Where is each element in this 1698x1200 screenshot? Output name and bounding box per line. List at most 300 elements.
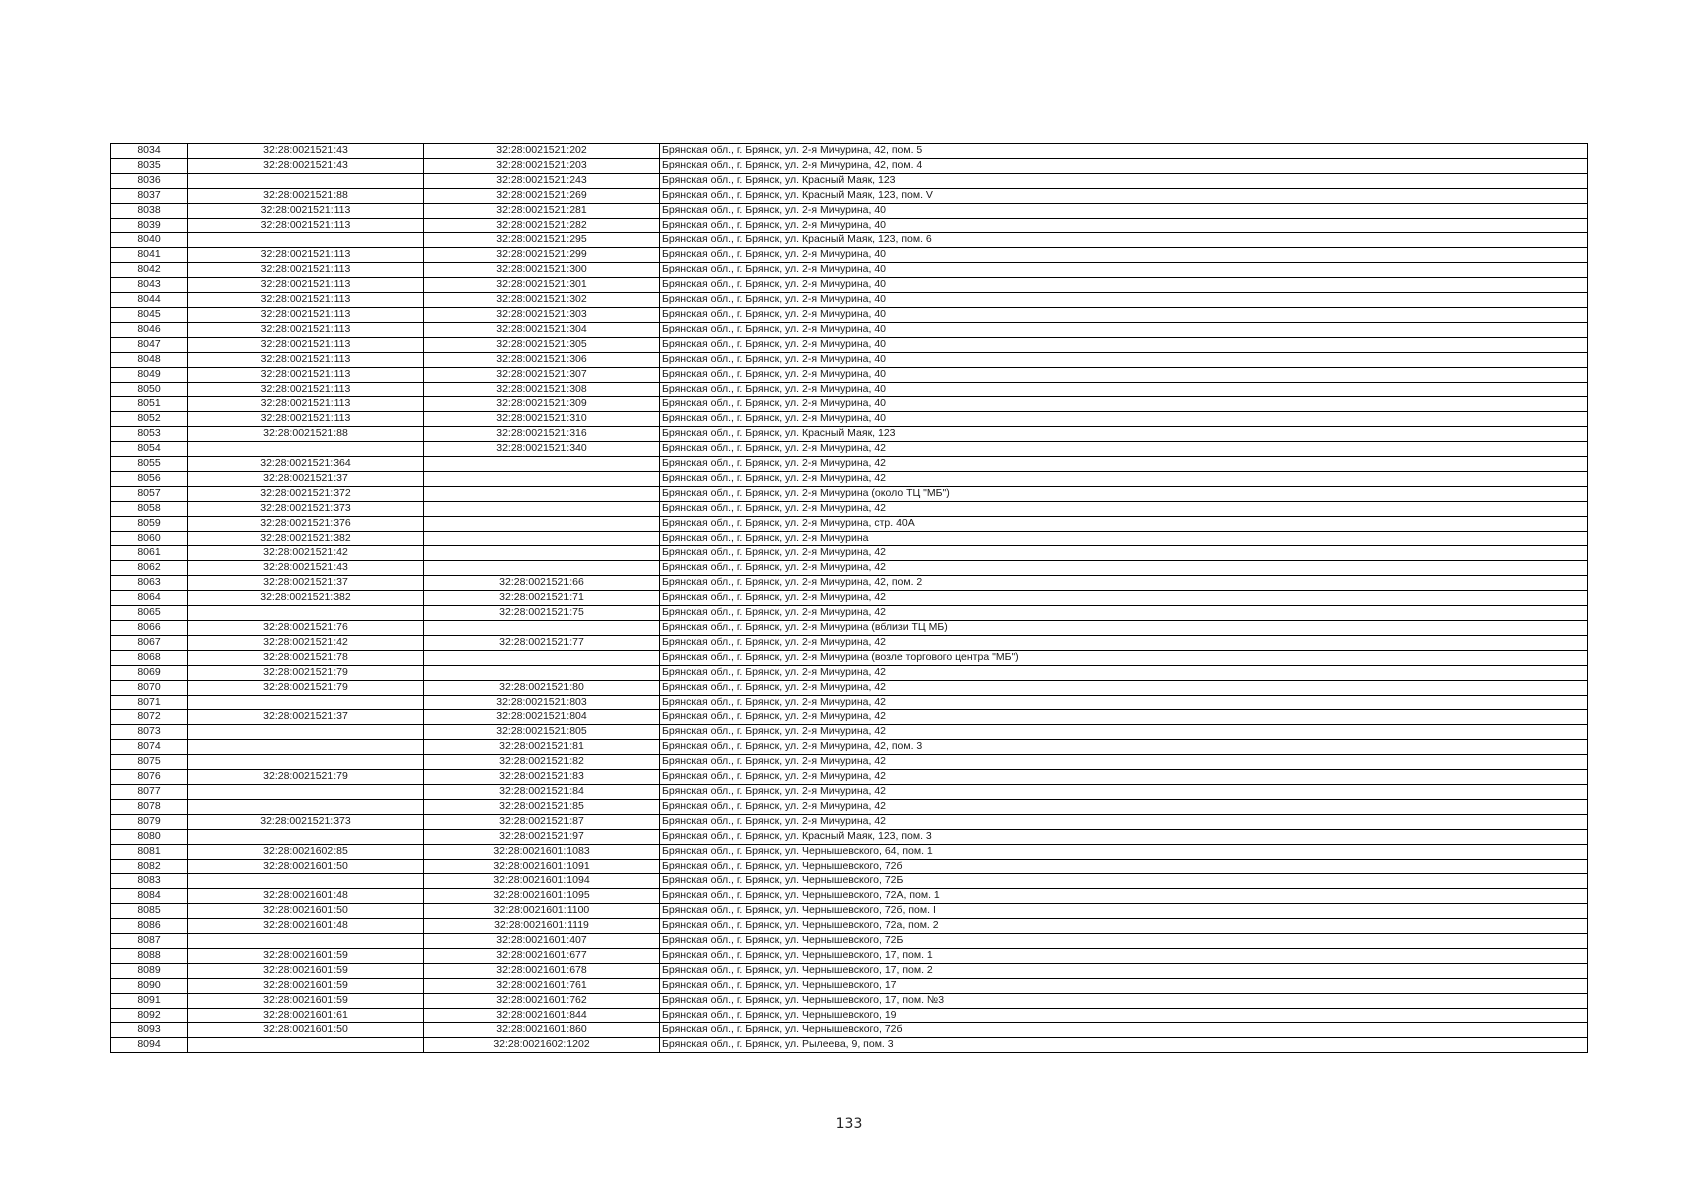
parent-cadastral-cell: 32:28:0021601:48 <box>188 889 424 904</box>
address-cell: Брянская обл., г. Брянск, ул. 2-я Мичурина, 40 <box>660 397 1588 412</box>
parent-cadastral-cell: 32:28:0021521:76 <box>188 621 424 636</box>
parent-cadastral-cell: 32:28:0021602:85 <box>188 844 424 859</box>
table-row <box>111 367 1588 382</box>
address-cell: Брянская обл., г. Брянск, ул. 2-я Мичурина, 40 <box>660 337 1588 352</box>
parent-cadastral-cell <box>188 755 424 770</box>
parent-cadastral-cell: 32:28:0021521:42 <box>188 635 424 650</box>
page-number: 133 <box>835 1116 863 1132</box>
cadastral-number-cell <box>424 516 660 531</box>
address-cell: Брянская обл., г. Брянск, ул. 2-я Мичурина, 40 <box>660 263 1588 278</box>
row-number-cell: 8059 <box>111 516 188 531</box>
cadastral-number-cell: 32:28:0021521:804 <box>424 710 660 725</box>
parent-cadastral-cell <box>188 874 424 889</box>
address-cell: Брянская обл., г. Брянск, ул. 2-я Мичурина, 40 <box>660 307 1588 322</box>
table-row <box>111 904 1588 919</box>
parent-cadastral-cell: 32:28:0021521:113 <box>188 307 424 322</box>
row-number-cell: 8065 <box>111 606 188 621</box>
parent-cadastral-cell: 32:28:0021601:50 <box>188 904 424 919</box>
row-number-cell: 8068 <box>111 650 188 665</box>
table-row <box>111 278 1588 293</box>
parent-cadastral-cell <box>188 233 424 248</box>
parent-cadastral-cell: 32:28:0021521:43 <box>188 561 424 576</box>
row-number-cell: 8074 <box>111 740 188 755</box>
parent-cadastral-cell: 32:28:0021521:113 <box>188 278 424 293</box>
address-cell: Брянская обл., г. Брянск, ул. 2-я Мичурина, 42 <box>660 591 1588 606</box>
row-number-cell: 8043 <box>111 278 188 293</box>
row-number-cell: 8047 <box>111 337 188 352</box>
table-row <box>111 963 1588 978</box>
row-number-cell: 8041 <box>111 248 188 263</box>
address-cell: Брянская обл., г. Брянск, ул. Чернышевского, 64, пом. 1 <box>660 844 1588 859</box>
parent-cadastral-cell: 32:28:0021601:50 <box>188 859 424 874</box>
address-cell: Брянская обл., г. Брянск, ул. 2-я Мичурина, 42 <box>660 784 1588 799</box>
cadastral-number-cell <box>424 531 660 546</box>
address-cell: Брянская обл., г. Брянск, ул. 2-я Мичурина, 42, пом. 3 <box>660 740 1588 755</box>
cadastral-number-cell: 32:28:0021521:340 <box>424 442 660 457</box>
address-cell: Брянская обл., г. Брянск, ул. Красный Маяк, 123 <box>660 173 1588 188</box>
table-row <box>111 233 1588 248</box>
table-row <box>111 188 1588 203</box>
address-cell: Брянская обл., г. Брянск, ул. 2-я Мичурина, 42 <box>660 814 1588 829</box>
table-row <box>111 531 1588 546</box>
cadastral-number-cell: 32:28:0021601:1083 <box>424 844 660 859</box>
row-number-cell: 8049 <box>111 367 188 382</box>
table-row <box>111 337 1588 352</box>
cadastral-number-cell: 32:28:0021521:82 <box>424 755 660 770</box>
row-number-cell: 8088 <box>111 948 188 963</box>
row-number-cell: 8052 <box>111 412 188 427</box>
table-row <box>111 650 1588 665</box>
parent-cadastral-cell: 32:28:0021601:50 <box>188 1023 424 1038</box>
table-row <box>111 561 1588 576</box>
cadastral-number-cell: 32:28:0021521:302 <box>424 293 660 308</box>
cadastral-number-cell: 32:28:0021521:300 <box>424 263 660 278</box>
cadastral-number-cell <box>424 471 660 486</box>
parent-cadastral-cell: 32:28:0021521:42 <box>188 546 424 561</box>
table-row <box>111 322 1588 337</box>
table-row <box>111 471 1588 486</box>
parent-cadastral-cell: 32:28:0021521:382 <box>188 531 424 546</box>
row-number-cell: 8036 <box>111 173 188 188</box>
cadastral-number-cell: 32:28:0021521:310 <box>424 412 660 427</box>
address-cell: Брянская обл., г. Брянск, ул. 2-я Мичурина, 42 <box>660 442 1588 457</box>
address-cell: Брянская обл., г. Брянск, ул. Чернышевского, 72б, пом. I <box>660 904 1588 919</box>
address-cell: Брянская обл., г. Брянск, ул. 2-я Мичурина, 42 <box>660 680 1588 695</box>
address-cell: Брянская обл., г. Брянск, ул. 2-я Мичурина, 42, пом. 2 <box>660 576 1588 591</box>
row-number-cell: 8075 <box>111 755 188 770</box>
cadastral-number-cell: 32:28:0021521:299 <box>424 248 660 263</box>
cadastral-number-cell: 32:28:0021521:97 <box>424 829 660 844</box>
row-number-cell: 8037 <box>111 188 188 203</box>
parent-cadastral-cell <box>188 606 424 621</box>
table-row <box>111 1023 1588 1038</box>
parent-cadastral-cell: 32:28:0021601:59 <box>188 993 424 1008</box>
table-row <box>111 665 1588 680</box>
address-cell: Брянская обл., г. Брянск, ул. Чернышевского, 19 <box>660 1008 1588 1023</box>
row-number-cell: 8064 <box>111 591 188 606</box>
row-number-cell: 8046 <box>111 322 188 337</box>
row-number-cell: 8079 <box>111 814 188 829</box>
table-row <box>111 457 1588 472</box>
parent-cadastral-cell: 32:28:0021521:113 <box>188 203 424 218</box>
table-row <box>111 397 1588 412</box>
address-cell: Брянская обл., г. Брянск, ул. 2-я Мичурина, 40 <box>660 352 1588 367</box>
row-number-cell: 8090 <box>111 978 188 993</box>
parent-cadastral-cell: 32:28:0021521:37 <box>188 710 424 725</box>
cadastral-number-cell <box>424 546 660 561</box>
table-row <box>111 546 1588 561</box>
row-number-cell: 8091 <box>111 993 188 1008</box>
address-cell: Брянская обл., г. Брянск, ул. Чернышевского, 72б <box>660 1023 1588 1038</box>
address-cell: Брянская обл., г. Брянск, ул. 2-я Мичурина, 40 <box>660 293 1588 308</box>
cadastral-number-cell <box>424 561 660 576</box>
cadastral-number-cell: 32:28:0021521:805 <box>424 725 660 740</box>
row-number-cell: 8040 <box>111 233 188 248</box>
cadastral-number-cell: 32:28:0021521:307 <box>424 367 660 382</box>
row-number-cell: 8058 <box>111 501 188 516</box>
table-row <box>111 382 1588 397</box>
parent-cadastral-cell: 32:28:0021521:373 <box>188 501 424 516</box>
cadastral-number-cell: 32:28:0021521:75 <box>424 606 660 621</box>
parent-cadastral-cell: 32:28:0021521:43 <box>188 158 424 173</box>
table-row <box>111 427 1588 442</box>
parent-cadastral-cell <box>188 934 424 949</box>
table-row <box>111 844 1588 859</box>
address-cell: Брянская обл., г. Брянск, ул. 2-я Мичурина, 40 <box>660 412 1588 427</box>
table-row <box>111 889 1588 904</box>
cadastral-number-cell: 32:28:0021601:678 <box>424 963 660 978</box>
parent-cadastral-cell: 32:28:0021521:113 <box>188 367 424 382</box>
address-cell: Брянская обл., г. Брянск, ул. 2-я Мичурина, 42 <box>660 665 1588 680</box>
table-row <box>111 203 1588 218</box>
row-number-cell: 8071 <box>111 695 188 710</box>
table-row <box>111 695 1588 710</box>
registry-table-body <box>111 144 1588 1053</box>
row-number-cell: 8057 <box>111 486 188 501</box>
address-cell: Брянская обл., г. Брянск, ул. 2-я Мичурина, 40 <box>660 203 1588 218</box>
table-row <box>111 919 1588 934</box>
cadastral-number-cell: 32:28:0021601:762 <box>424 993 660 1008</box>
row-number-cell: 8080 <box>111 829 188 844</box>
row-number-cell: 8051 <box>111 397 188 412</box>
table-row <box>111 710 1588 725</box>
table-row <box>111 934 1588 949</box>
cadastral-number-cell: 32:28:0021521:87 <box>424 814 660 829</box>
row-number-cell: 8081 <box>111 844 188 859</box>
table-row <box>111 978 1588 993</box>
parent-cadastral-cell: 32:28:0021521:372 <box>188 486 424 501</box>
address-cell: Брянская обл., г. Брянск, ул. 2-я Мичурина (около ТЦ "МБ") <box>660 486 1588 501</box>
table-row <box>111 1038 1588 1053</box>
cadastral-number-cell: 32:28:0021601:844 <box>424 1008 660 1023</box>
parent-cadastral-cell: 32:28:0021521:113 <box>188 397 424 412</box>
cadastral-number-cell: 32:28:0021521:243 <box>424 173 660 188</box>
table-row <box>111 486 1588 501</box>
table-row <box>111 859 1588 874</box>
cadastral-number-cell: 32:28:0021521:304 <box>424 322 660 337</box>
row-number-cell: 8060 <box>111 531 188 546</box>
address-cell: Брянская обл., г. Брянск, ул. Чернышевского, 17, пом. 1 <box>660 948 1588 963</box>
cadastral-number-cell: 32:28:0021521:202 <box>424 144 660 159</box>
row-number-cell: 8044 <box>111 293 188 308</box>
parent-cadastral-cell: 32:28:0021521:113 <box>188 382 424 397</box>
address-cell: Брянская обл., г. Брянск, ул. 2-я Мичурина, 40 <box>660 322 1588 337</box>
parent-cadastral-cell: 32:28:0021521:113 <box>188 337 424 352</box>
table-row <box>111 158 1588 173</box>
table-row <box>111 799 1588 814</box>
cadastral-number-cell: 32:28:0021601:860 <box>424 1023 660 1038</box>
cadastral-number-cell: 32:28:0021601:1094 <box>424 874 660 889</box>
address-cell: Брянская обл., г. Брянск, ул. Чернышевского, 72Б <box>660 874 1588 889</box>
address-cell: Брянская обл., г. Брянск, ул. Красный Маяк, 123, пом. V <box>660 188 1588 203</box>
cadastral-number-cell: 32:28:0021521:281 <box>424 203 660 218</box>
row-number-cell: 8048 <box>111 352 188 367</box>
table-row <box>111 248 1588 263</box>
address-cell: Брянская обл., г. Брянск, ул. Чернышевского, 72а, пом. 2 <box>660 919 1588 934</box>
cadastral-number-cell: 32:28:0021521:203 <box>424 158 660 173</box>
parent-cadastral-cell: 32:28:0021521:88 <box>188 188 424 203</box>
address-cell: Брянская обл., г. Брянск, ул. 2-я Мичурина, 42 <box>660 710 1588 725</box>
parent-cadastral-cell: 32:28:0021521:79 <box>188 665 424 680</box>
table-row <box>111 829 1588 844</box>
parent-cadastral-cell: 32:28:0021601:59 <box>188 963 424 978</box>
cadastral-number-cell: 32:28:0021521:83 <box>424 770 660 785</box>
parent-cadastral-cell <box>188 695 424 710</box>
cadastral-number-cell: 32:28:0021601:1119 <box>424 919 660 934</box>
cadastral-number-cell: 32:28:0021601:1091 <box>424 859 660 874</box>
cadastral-number-cell: 32:28:0021601:761 <box>424 978 660 993</box>
parent-cadastral-cell: 32:28:0021521:113 <box>188 412 424 427</box>
parent-cadastral-cell: 32:28:0021521:364 <box>188 457 424 472</box>
row-number-cell: 8086 <box>111 919 188 934</box>
cadastral-number-cell: 32:28:0021521:301 <box>424 278 660 293</box>
cadastral-number-cell <box>424 621 660 636</box>
cadastral-number-cell: 32:28:0021521:85 <box>424 799 660 814</box>
parent-cadastral-cell: 32:28:0021521:382 <box>188 591 424 606</box>
address-cell: Брянская обл., г. Брянск, ул. 2-я Мичурина, 42 <box>660 471 1588 486</box>
cadastral-number-cell: 32:28:0021601:1100 <box>424 904 660 919</box>
table-row <box>111 635 1588 650</box>
table-row <box>111 263 1588 278</box>
parent-cadastral-cell <box>188 1038 424 1053</box>
row-number-cell: 8062 <box>111 561 188 576</box>
address-cell: Брянская обл., г. Брянск, ул. Красный Маяк, 123, пом. 3 <box>660 829 1588 844</box>
address-cell: Брянская обл., г. Брянск, ул. 2-я Мичурина, 42, пом. 5 <box>660 144 1588 159</box>
parent-cadastral-cell <box>188 740 424 755</box>
row-number-cell: 8087 <box>111 934 188 949</box>
parent-cadastral-cell: 32:28:0021521:113 <box>188 263 424 278</box>
parent-cadastral-cell: 32:28:0021521:78 <box>188 650 424 665</box>
row-number-cell: 8077 <box>111 784 188 799</box>
table-row <box>111 576 1588 591</box>
row-number-cell: 8082 <box>111 859 188 874</box>
cadastral-number-cell <box>424 650 660 665</box>
cadastral-number-cell: 32:28:0021521:309 <box>424 397 660 412</box>
table-row <box>111 770 1588 785</box>
parent-cadastral-cell: 32:28:0021601:48 <box>188 919 424 934</box>
row-number-cell: 8039 <box>111 218 188 233</box>
row-number-cell: 8045 <box>111 307 188 322</box>
address-cell: Брянская обл., г. Брянск, ул. Чернышевского, 17, пом. 2 <box>660 963 1588 978</box>
cadastral-number-cell: 32:28:0021521:305 <box>424 337 660 352</box>
cadastral-number-cell <box>424 501 660 516</box>
row-number-cell: 8093 <box>111 1023 188 1038</box>
address-cell: Брянская обл., г. Брянск, ул. 2-я Мичурина, 42 <box>660 606 1588 621</box>
row-number-cell: 8056 <box>111 471 188 486</box>
parent-cadastral-cell: 32:28:0021601:59 <box>188 978 424 993</box>
address-cell: Брянская обл., г. Брянск, ул. Чернышевского, 17 <box>660 978 1588 993</box>
row-number-cell: 8073 <box>111 725 188 740</box>
row-number-cell: 8034 <box>111 144 188 159</box>
parent-cadastral-cell <box>188 799 424 814</box>
cadastral-number-cell: 32:28:0021601:407 <box>424 934 660 949</box>
address-cell: Брянская обл., г. Брянск, ул. 2-я Мичурина, 42 <box>660 770 1588 785</box>
parent-cadastral-cell: 32:28:0021601:59 <box>188 948 424 963</box>
row-number-cell: 8061 <box>111 546 188 561</box>
row-number-cell: 8035 <box>111 158 188 173</box>
address-cell: Брянская обл., г. Брянск, ул. 2-я Мичурина, 40 <box>660 248 1588 263</box>
cadastral-number-cell: 32:28:0021521:80 <box>424 680 660 695</box>
cadastral-number-cell: 32:28:0021521:306 <box>424 352 660 367</box>
cadastral-number-cell: 32:28:0021521:66 <box>424 576 660 591</box>
parent-cadastral-cell: 32:28:0021521:37 <box>188 471 424 486</box>
cadastral-number-cell: 32:28:0021521:77 <box>424 635 660 650</box>
row-number-cell: 8067 <box>111 635 188 650</box>
address-cell: Брянская обл., г. Брянск, ул. 2-я Мичурина (вблизи ТЦ МБ) <box>660 621 1588 636</box>
address-cell: Брянская обл., г. Брянск, ул. 2-я Мичурина, 42 <box>660 561 1588 576</box>
parent-cadastral-cell: 32:28:0021521:79 <box>188 680 424 695</box>
row-number-cell: 8085 <box>111 904 188 919</box>
table-row <box>111 218 1588 233</box>
table-row <box>111 1008 1588 1023</box>
address-cell: Брянская обл., г. Брянск, ул. 2-я Мичурина, 40 <box>660 382 1588 397</box>
row-number-cell: 8042 <box>111 263 188 278</box>
cadastral-number-cell <box>424 457 660 472</box>
cadastral-number-cell: 32:28:0021521:282 <box>424 218 660 233</box>
parent-cadastral-cell: 32:28:0021521:376 <box>188 516 424 531</box>
row-number-cell: 8069 <box>111 665 188 680</box>
address-cell: Брянская обл., г. Брянск, ул. Чернышевского, 72б <box>660 859 1588 874</box>
parent-cadastral-cell <box>188 829 424 844</box>
table-row <box>111 307 1588 322</box>
parent-cadastral-cell <box>188 173 424 188</box>
parent-cadastral-cell: 32:28:0021521:43 <box>188 144 424 159</box>
address-cell: Брянская обл., г. Брянск, ул. Красный Маяк, 123 <box>660 427 1588 442</box>
table-row <box>111 442 1588 457</box>
address-cell: Брянская обл., г. Брянск, ул. 2-я Мичурина, 42 <box>660 457 1588 472</box>
row-number-cell: 8092 <box>111 1008 188 1023</box>
cadastral-number-cell: 32:28:0021521:803 <box>424 695 660 710</box>
row-number-cell: 8094 <box>111 1038 188 1053</box>
table-row <box>111 680 1588 695</box>
cadastral-number-cell: 32:28:0021601:677 <box>424 948 660 963</box>
parent-cadastral-cell <box>188 725 424 740</box>
table-row <box>111 993 1588 1008</box>
row-number-cell: 8050 <box>111 382 188 397</box>
cadastral-number-cell <box>424 665 660 680</box>
cadastral-number-cell: 32:28:0021521:84 <box>424 784 660 799</box>
table-row <box>111 293 1588 308</box>
table-row <box>111 606 1588 621</box>
table-row <box>111 874 1588 889</box>
address-cell: Брянская обл., г. Брянск, ул. Чернышевского, 72Б <box>660 934 1588 949</box>
row-number-cell: 8063 <box>111 576 188 591</box>
cadastral-number-cell: 32:28:0021602:1202 <box>424 1038 660 1053</box>
address-cell: Брянская обл., г. Брянск, ул. 2-я Мичурина, 40 <box>660 367 1588 382</box>
row-number-cell: 8084 <box>111 889 188 904</box>
table-row <box>111 412 1588 427</box>
parent-cadastral-cell: 32:28:0021521:88 <box>188 427 424 442</box>
address-cell: Брянская обл., г. Брянск, ул. 2-я Мичурина, 42 <box>660 755 1588 770</box>
cadastral-number-cell: 32:28:0021601:1095 <box>424 889 660 904</box>
table-row <box>111 725 1588 740</box>
parent-cadastral-cell: 32:28:0021521:113 <box>188 248 424 263</box>
cadastral-number-cell <box>424 486 660 501</box>
table-row <box>111 740 1588 755</box>
row-number-cell: 8089 <box>111 963 188 978</box>
row-number-cell: 8053 <box>111 427 188 442</box>
row-number-cell: 8072 <box>111 710 188 725</box>
address-cell: Брянская обл., г. Брянск, ул. 2-я Мичурина, 42 <box>660 546 1588 561</box>
table-row <box>111 621 1588 636</box>
cadastral-number-cell: 32:28:0021521:308 <box>424 382 660 397</box>
address-cell: Брянская обл., г. Брянск, ул. Чернышевского, 17, пом. №3 <box>660 993 1588 1008</box>
parent-cadastral-cell: 32:28:0021521:113 <box>188 352 424 367</box>
row-number-cell: 8038 <box>111 203 188 218</box>
parent-cadastral-cell: 32:28:0021521:37 <box>188 576 424 591</box>
table-row <box>111 501 1588 516</box>
address-cell: Брянская обл., г. Брянск, ул. 2-я Мичурина (возле торгового центра "МБ") <box>660 650 1588 665</box>
address-cell: Брянская обл., г. Брянск, ул. 2-я Мичурина, 42 <box>660 695 1588 710</box>
cadastral-number-cell: 32:28:0021521:81 <box>424 740 660 755</box>
address-cell: Брянская обл., г. Брянск, ул. Рылеева, 9, пом. 3 <box>660 1038 1588 1053</box>
parent-cadastral-cell <box>188 442 424 457</box>
cadastral-number-cell: 32:28:0021521:303 <box>424 307 660 322</box>
address-cell: Брянская обл., г. Брянск, ул. Красный Маяк, 123, пом. 6 <box>660 233 1588 248</box>
table-row <box>111 173 1588 188</box>
address-cell: Брянская обл., г. Брянск, ул. 2-я Мичурина <box>660 531 1588 546</box>
address-cell: Брянская обл., г. Брянск, ул. 2-я Мичурина, 40 <box>660 218 1588 233</box>
table-row <box>111 591 1588 606</box>
row-number-cell: 8083 <box>111 874 188 889</box>
parent-cadastral-cell: 32:28:0021521:79 <box>188 770 424 785</box>
row-number-cell: 8076 <box>111 770 188 785</box>
registry-table <box>110 143 1588 1053</box>
parent-cadastral-cell: 32:28:0021521:113 <box>188 218 424 233</box>
row-number-cell: 8054 <box>111 442 188 457</box>
parent-cadastral-cell: 32:28:0021521:113 <box>188 322 424 337</box>
table-row <box>111 814 1588 829</box>
row-number-cell: 8055 <box>111 457 188 472</box>
table-row <box>111 144 1588 159</box>
table-row <box>111 948 1588 963</box>
cadastral-number-cell: 32:28:0021521:316 <box>424 427 660 442</box>
address-cell: Брянская обл., г. Брянск, ул. 2-я Мичурина, стр. 40А <box>660 516 1588 531</box>
cadastral-number-cell: 32:28:0021521:269 <box>424 188 660 203</box>
address-cell: Брянская обл., г. Брянск, ул. 2-я Мичурина, 42, пом. 4 <box>660 158 1588 173</box>
address-cell: Брянская обл., г. Брянск, ул. 2-я Мичурина, 42 <box>660 635 1588 650</box>
table-row <box>111 352 1588 367</box>
address-cell: Брянская обл., г. Брянск, ул. 2-я Мичурина, 42 <box>660 799 1588 814</box>
address-cell: Брянская обл., г. Брянск, ул. Чернышевского, 72А, пом. 1 <box>660 889 1588 904</box>
row-number-cell: 8070 <box>111 680 188 695</box>
parent-cadastral-cell: 32:28:0021521:113 <box>188 293 424 308</box>
cadastral-number-cell: 32:28:0021521:71 <box>424 591 660 606</box>
cadastral-number-cell: 32:28:0021521:295 <box>424 233 660 248</box>
table-row <box>111 755 1588 770</box>
table-row <box>111 516 1588 531</box>
table-row <box>111 784 1588 799</box>
